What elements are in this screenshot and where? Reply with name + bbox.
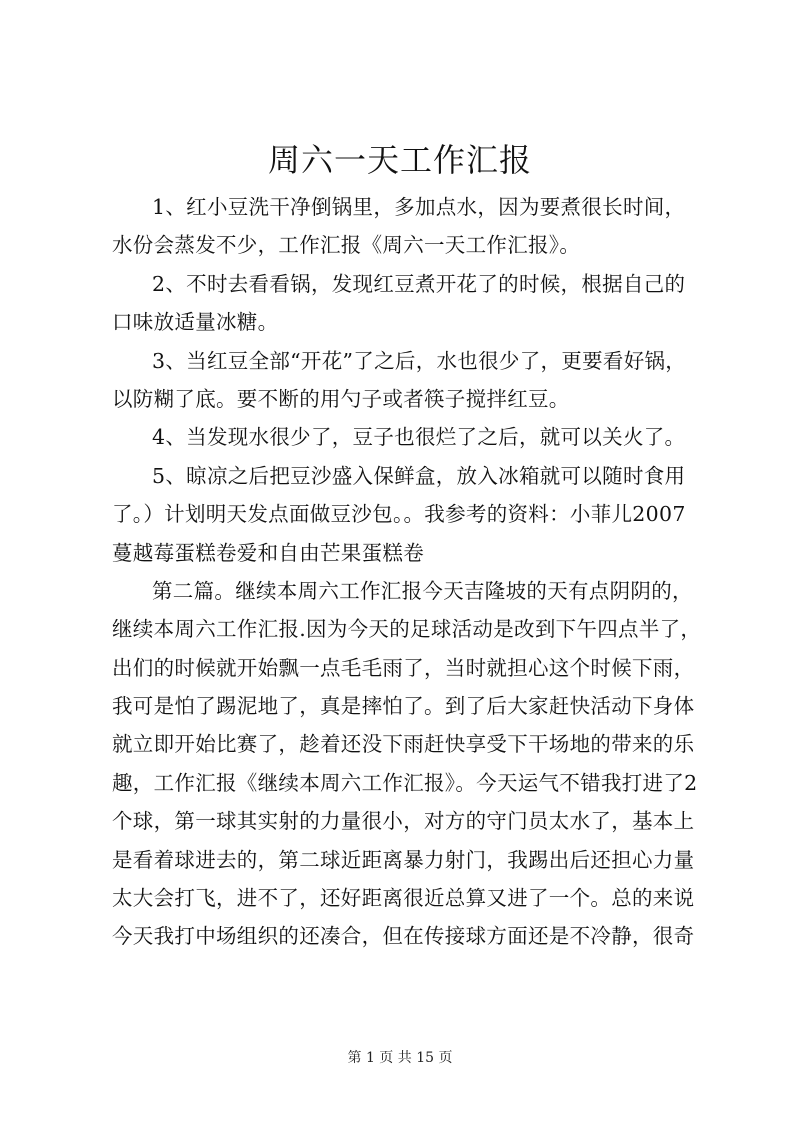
text-line: 继续本周六工作汇报.因为今天的足球活动是改到下午四点半了， xyxy=(112,617,702,642)
text-line: 口味放适量冰糖。 xyxy=(112,310,279,335)
text-line: 今天我打中场组织的还凑合，但在传接球方面还是不冷静，很奇 xyxy=(112,924,695,949)
text-line: 1、红小豆洗干净倒锅里，多加点水，因为要煮很长时间， xyxy=(152,195,686,219)
text-line: 5、晾凉之后把豆沙盛入保鲜盒，放入冰箱就可以随时食用 xyxy=(152,463,686,488)
page-title: 周六一天工作汇报 xyxy=(267,141,532,179)
text-line: 2、不时去看看锅，发现红豆煮开花了的时候，根据自己的 xyxy=(152,271,686,296)
page-number-footer: 第 1 页 共 15 页 xyxy=(347,1050,453,1066)
text-line: 就立即开始比赛了，趁着还没下雨赶快享受下干场地的带来的乐 xyxy=(112,732,695,757)
text-line: 个球，第一球其实射的力量很小，对方的守门员太水了，基本上 xyxy=(112,809,695,834)
text-line: 以防糊了底。要不断的用勺子或者筷子搅拌红豆。 xyxy=(112,386,570,411)
text-line: 第二篇。继续本周六工作汇报今天吉隆坡的天有点阴阴的， xyxy=(152,578,693,603)
text-line: 蔓越莓蛋糕卷爱和自由芒果蛋糕卷 xyxy=(112,540,424,565)
text-line: 趣，工作汇报《继续本周六工作汇报》。今天运气不错我打进了2 xyxy=(112,770,698,795)
text-line: 水份会蒸发不少，工作汇报《周六一天工作汇报》。 xyxy=(112,233,581,258)
text-line: 出们的时候就开始飘一点毛毛雨了，当时就担心这个时候下雨， xyxy=(112,655,695,680)
text-line: 4、当发现水很少了，豆子也很烂了之后，就可以关火了。 xyxy=(152,425,686,450)
text-line: 3、当红豆全部“开花”了之后，水也很少了，更要看好锅， xyxy=(152,348,687,373)
document-body xyxy=(112,188,712,956)
text-line: 了。）计划明天发点面做豆沙包。。我参考的资料：小菲儿2007 xyxy=(112,502,686,527)
text-line: 太大会打飞，进不了，还好距离很近总算又进了一个。总的来说 xyxy=(112,886,695,911)
text-line: 我可是怕了踢泥地了，真是摔怕了。到了后大家赶快活动下身体 xyxy=(112,694,695,719)
text-line: 是看着球进去的，第二球近距离暴力射门，我踢出后还担心力量 xyxy=(112,847,695,872)
